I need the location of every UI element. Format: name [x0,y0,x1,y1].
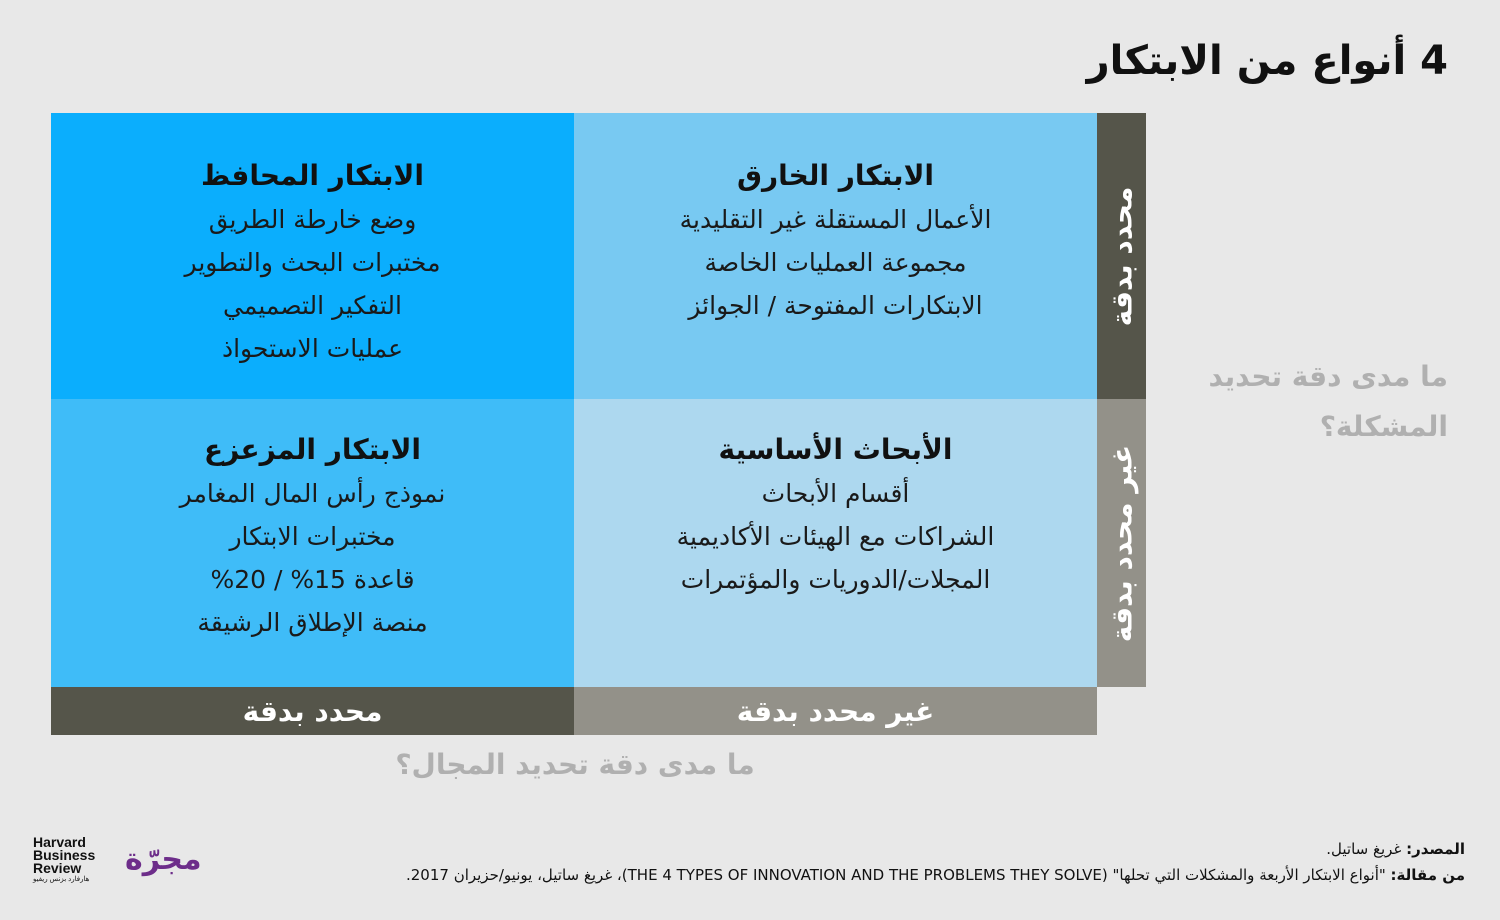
quadrant-sustaining-innovation [51,113,574,399]
y-axis-question: ما مدى دقة تحديد المشكلة؟ [1208,360,1448,443]
y-axis-label-well-defined: محدد بدقة [1105,186,1138,326]
quadrant-title: الابتكار المحافظ [201,159,424,192]
quadrant-item: المجلات/الدوريات والمؤتمرات [680,565,991,594]
x-axis-label-not-well-defined: غير محدد بدقة [574,687,1097,735]
source-label: المصدر: [1406,840,1465,858]
hbr-logo-arabic: هارفارد بزنس ريفيو [33,876,90,883]
quadrant-disruptive-innovation [51,399,574,687]
hbr-logo-line: Harvard [33,834,86,850]
x-axis-label-well-defined: محدد بدقة [51,687,574,735]
y-axis-band-not-well-defined [1097,399,1146,687]
quadrant-title: الأبحاث الأساسية [718,433,953,466]
hbr-logo [33,836,113,884]
quadrant-item: مجموعة العمليات الخاصة [704,248,967,277]
article-label: من مقالة: [1390,866,1465,884]
quadrant-item: التفكير التصميمي [223,291,402,320]
y-axis-label-not-well-defined: غير محدد بدقة [1105,444,1138,642]
quadrant-item: مختبرات الابتكار [229,522,396,551]
quadrant-item: الأعمال المستقلة غير التقليدية [679,205,992,234]
quadrant-item: قاعدة 15% / 20% [210,565,415,594]
quadrant-title: الابتكار الخارق [737,159,935,192]
quadrant-item: نموذج رأس المال المغامر [179,479,446,508]
source-note [285,836,1465,888]
quadrant-basic-research [574,399,1097,687]
majarra-logo: مجرّة [125,842,202,877]
quadrant-item: الشراكات مع الهيئات الأكاديمية [676,522,995,551]
quadrant-item: عمليات الاستحواذ [221,334,404,363]
y-axis-band-well-defined [1097,113,1146,399]
page-title: 4 أنواع من الابتكار [1086,38,1448,84]
quadrant-item: الابتكارات المفتوحة / الجوائز [688,291,983,320]
quadrant-title: الابتكار المزعزع [203,433,422,466]
quadrant-item: أقسام الأبحاث [761,479,910,508]
quadrant-item: مختبرات البحث والتطوير [184,248,441,277]
hbr-logo-line: Business [33,847,96,863]
hbr-logo-line: Review [33,860,82,876]
quadrant-breakthrough-innovation [574,113,1097,399]
article-text: "أنواع الابتكار الأربعة والمشكلات التي تحلها" (THE 4 TYPES OF INNOVATION AND THE PROBLEMS THEY SOLVE)، غريغ ساتيل، يونيو/حزيران 2017. [405,866,1391,884]
quadrant-item: منصة الإطلاق الرشيقة [197,608,428,637]
x-axis-question: ما مدى دقة تحديد المجال؟ [395,748,755,781]
quadrant-item: وضع خارطة الطريق [208,205,417,234]
source-text: غريغ ساتيل. [1326,840,1407,858]
